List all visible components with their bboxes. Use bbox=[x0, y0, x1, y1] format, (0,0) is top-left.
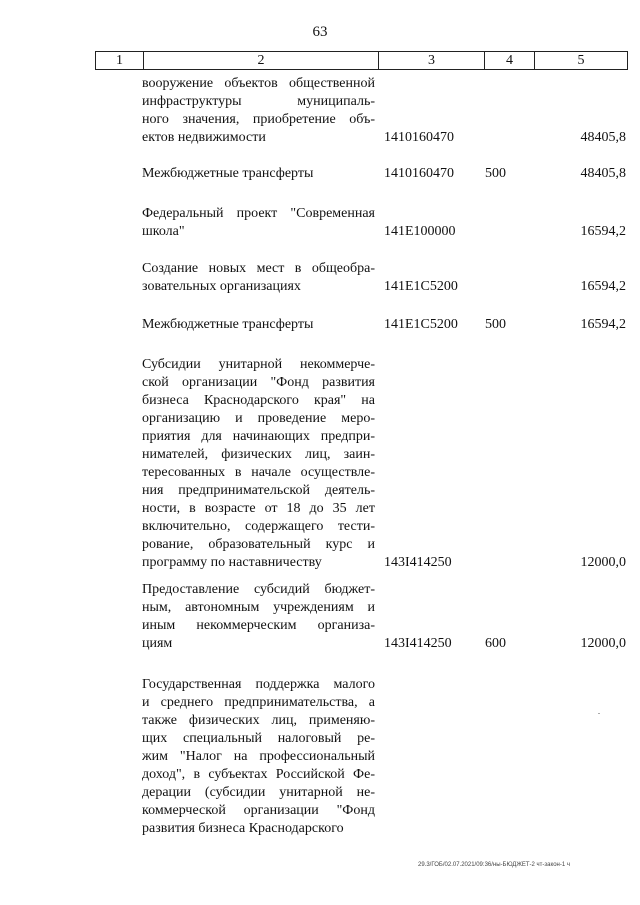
description-line: программу по наставничеству bbox=[142, 555, 322, 570]
row-amount: 16594,2 bbox=[580, 279, 626, 294]
description-line: иным некоммерческим организа- bbox=[142, 618, 375, 633]
row-code: 1410160470 bbox=[384, 130, 454, 145]
footer-stamp: 29.3/ГОБ/02.07.2021/09:36/ны-БЮДЖЕТ-2 чт-закон-1 ч bbox=[418, 862, 570, 868]
header-cell-2: 2 bbox=[143, 52, 378, 69]
header-cell-3: 3 bbox=[378, 52, 484, 69]
description-line: циям bbox=[142, 636, 173, 651]
description-line: щих специальный налоговый ре- bbox=[142, 731, 375, 746]
description-line: Субсидии унитарной некоммерче- bbox=[142, 357, 375, 372]
description-line: Межбюджетные трансферты bbox=[142, 166, 314, 181]
row-amount: 16594,2 bbox=[580, 224, 626, 239]
header-cell-5: 5 bbox=[534, 52, 627, 69]
description-line: Предоставление субсидий бюджет- bbox=[142, 582, 375, 597]
row-code: 141E1C5200 bbox=[384, 279, 458, 294]
row-description bbox=[142, 205, 375, 241]
description-line: Государственная поддержка малого bbox=[142, 677, 375, 692]
row-code: 141E100000 bbox=[384, 224, 456, 239]
page-number: 63 bbox=[312, 24, 328, 40]
description-line: дерации (субсидии унитарной не- bbox=[142, 785, 375, 800]
description-line: бизнеса Краснодарского края" на bbox=[142, 393, 375, 408]
scan-speck bbox=[598, 713, 600, 714]
row-amount: 48405,8 bbox=[580, 166, 626, 181]
description-line: Межбюджетные трансферты bbox=[142, 317, 314, 332]
row-expense-type: 500 bbox=[485, 166, 506, 181]
description-line: доход", в субъектах Российской Фе- bbox=[142, 767, 375, 782]
description-line: и среднего предпринимательства, а bbox=[142, 695, 375, 710]
description-line: Создание новых мест в общеобра- bbox=[142, 261, 375, 276]
row-amount: 12000,0 bbox=[580, 555, 626, 570]
description-line: также физических лиц, применяю- bbox=[142, 713, 375, 728]
description-line: тересованных в начале осуществле- bbox=[142, 465, 375, 480]
row-amount: 12000,0 bbox=[580, 636, 626, 651]
description-line: Федеральный проект "Современная bbox=[142, 206, 375, 221]
description-line: развития бизнеса Краснодарского bbox=[142, 821, 344, 836]
row-description bbox=[142, 260, 375, 296]
description-line: ного значения, приобретение объ- bbox=[142, 112, 375, 127]
description-line: школа" bbox=[142, 224, 185, 239]
description-line: инфраструктуры муниципаль- bbox=[142, 94, 375, 109]
row-code: 143I414250 bbox=[384, 555, 452, 570]
row-description bbox=[142, 165, 375, 183]
description-line: организацию и проведение меро- bbox=[142, 411, 375, 426]
row-code: 143I414250 bbox=[384, 636, 452, 651]
description-line: рование, образовательный курс и bbox=[142, 537, 375, 552]
description-line: нимателей, физических лиц, заин- bbox=[142, 447, 375, 462]
description-line: ской организации "Фонд развития bbox=[142, 375, 375, 390]
description-line: коммерческой организации "Фонд bbox=[142, 803, 375, 818]
table-header bbox=[95, 51, 628, 70]
row-code: 141E1C5200 bbox=[384, 317, 458, 332]
row-description bbox=[142, 581, 375, 653]
description-line: ным, автономным учреждениям и bbox=[142, 600, 375, 615]
description-line: приятия для начинающих предпри- bbox=[142, 429, 375, 444]
description-line: ности, в возрасте от 18 до 35 лет bbox=[142, 501, 375, 516]
row-description bbox=[142, 676, 375, 838]
description-line: зовательных организациях bbox=[142, 279, 301, 294]
description-line: жим "Налог на профессиональный bbox=[142, 749, 375, 764]
row-description bbox=[142, 75, 375, 147]
header-cell-1: 1 bbox=[116, 53, 123, 68]
row-description bbox=[142, 356, 375, 572]
description-line: ектов недвижимости bbox=[142, 130, 266, 145]
row-code: 1410160470 bbox=[384, 166, 454, 181]
row-expense-type: 600 bbox=[485, 636, 506, 651]
row-expense-type: 500 bbox=[485, 317, 506, 332]
row-amount: 48405,8 bbox=[580, 130, 626, 145]
row-amount: 16594,2 bbox=[580, 317, 626, 332]
description-line: включительно, содержащего тести- bbox=[142, 519, 375, 534]
header-cell-4: 4 bbox=[484, 52, 534, 69]
row-description bbox=[142, 316, 375, 334]
description-line: вооружение объектов общественной bbox=[142, 76, 375, 91]
description-line: ния предпринимательской деятель- bbox=[142, 483, 375, 498]
